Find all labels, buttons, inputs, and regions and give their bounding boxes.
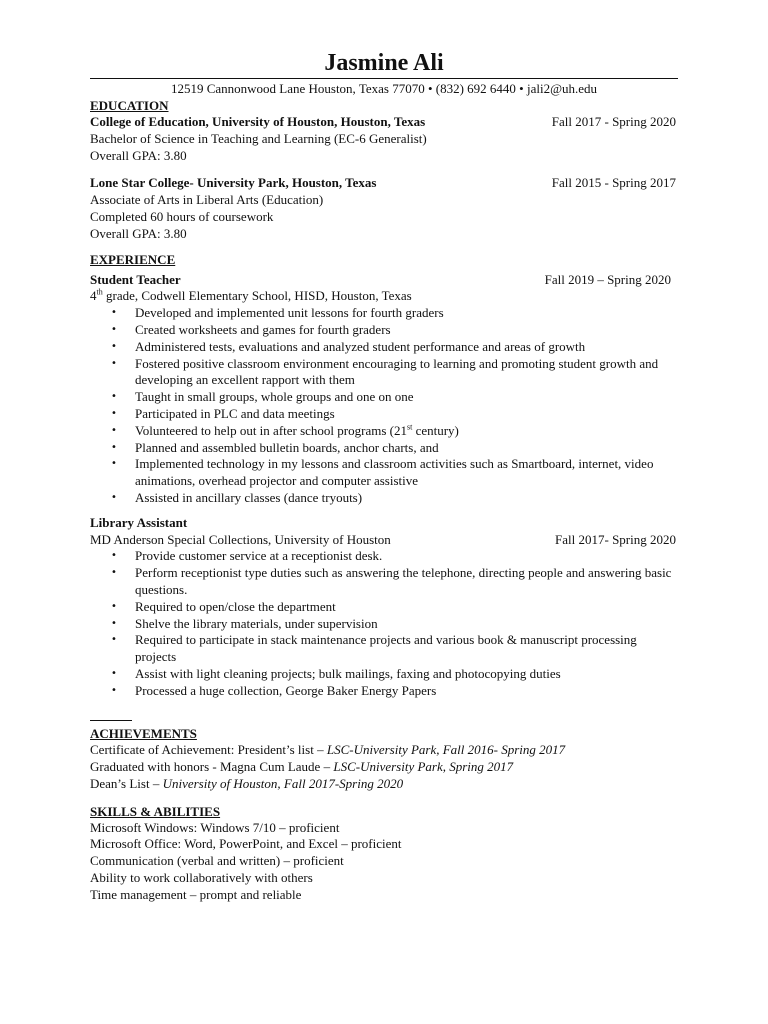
achievement-item: Graduated with honors - Magna Cum Laude – LSC-University Park, Spring 2017 [90,759,514,775]
job-place: MD Anderson Special Collections, University of Houston [90,531,391,547]
list-item: • Provide customer service at a receptionist desk. [135,548,678,565]
achievement-item: Certificate of Achievement: President’s list – LSC-University Park, Fall 2016- Spring 2017 [90,742,566,758]
education-entry [90,114,678,164]
job-duties [90,548,678,699]
job-dates: Fall 2017- Spring 2020 [555,531,676,547]
list-item: • Developed and implemented unit lessons for fourth graders [135,305,678,322]
skills-heading: SKILLS & ABILITIES [90,803,221,819]
degree: Bachelor of Science in Teaching and Learning (EC-6 Generalist) [90,130,427,146]
grade-suffix: th [96,288,103,298]
skill-item: Microsoft Office: Word, PowerPoint, and Excel – proficient [90,836,402,852]
skill-item: Microsoft Windows: Windows 7/10 – proficient [90,819,340,835]
coursework: Completed 60 hours of coursework [90,208,274,224]
education-heading: EDUCATION [90,98,169,113]
list-item: • Assist with light cleaning projects; bulk mailings, faxing and photocopying duties [135,666,678,683]
list-item: • Required to open/close the department [135,599,678,616]
candidate-name: Jasmine Ali [324,50,444,76]
degree: Associate of Arts in Liberal Arts (Education) [90,192,324,208]
gpa: Overall GPA: 3.80 [90,147,187,163]
job-title: Student Teacher [90,271,181,287]
list-item: • Assisted in ancillary classes (dance tryouts) [135,490,678,507]
resume-page [90,48,678,904]
job-place [90,288,678,305]
list-item: • Planned and assembled bulletin boards, anchor charts, and [135,440,678,457]
list-item: • Fostered positive classroom environment encouraging to learning and promoting student growth and developing an excellent rapport with them [135,356,678,390]
section-divider [90,720,132,721]
list-item: • Required to participate in stack maintenance projects and various book & manuscript processing projects [135,632,678,666]
header-divider [90,78,678,79]
skill-item: Communication (verbal and written) – proficient [90,853,344,869]
list-item: • Implemented technology in my lessons and classroom activities such as Smartboard, internet, video animations, overhead projector and computer assistive [135,456,678,490]
education-dates: Fall 2015 - Spring 2017 [551,175,676,191]
list-item: • Shelve the library materials, under supervision [135,616,678,633]
list-item: • Created worksheets and games for fourth graders [135,322,678,339]
skill-item: Time management – prompt and reliable [90,886,302,902]
education-dates: Fall 2017 - Spring 2020 [551,114,676,129]
list-item: • Participated in PLC and data meetings [135,406,678,423]
education-entry [90,175,678,242]
job-duties [90,305,678,507]
list-item: • Taught in small groups, whole groups and one on one [135,389,678,406]
experience-heading: EXPERIENCE [90,251,176,267]
job-dates: Fall 2019 – Spring 2020 [544,271,671,287]
school-name: Lone Star College- University Park, Houston, Texas [90,175,377,191]
list-item: • Perform receptionist type duties such as answering the telephone, directing people and answering basic questions. [135,565,678,599]
job-library-assistant [90,515,678,700]
list-item: • Administered tests, evaluations and analyzed student performance and areas of growth [135,339,678,356]
achievements-heading: ACHIEVEMENTS [90,726,197,742]
job-title: Library Assistant [90,514,188,530]
skill-item: Ability to work collaboratively with others [90,870,313,886]
school-place: grade, Codwell Elementary School, HISD, Houston, Texas [102,288,412,304]
list-item: • Processed a huge collection, George Baker Energy Papers [135,683,678,700]
list-item: • Volunteered to help out in after school programs (21st century) [135,423,678,440]
achievement-item: Dean’s List – University of Houston, Fall 2017-Spring 2020 [90,775,404,791]
school-name: College of Education, University of Houston, Houston, Texas [90,114,426,129]
gpa: Overall GPA: 3.80 [90,225,187,241]
grade-number: 4 [90,288,97,304]
job-student-teacher [90,272,678,507]
contact-line: 12519 Cannonwood Lane Houston, Texas 77070 • (832) 692 6440 • jali2@uh.edu [170,81,598,96]
